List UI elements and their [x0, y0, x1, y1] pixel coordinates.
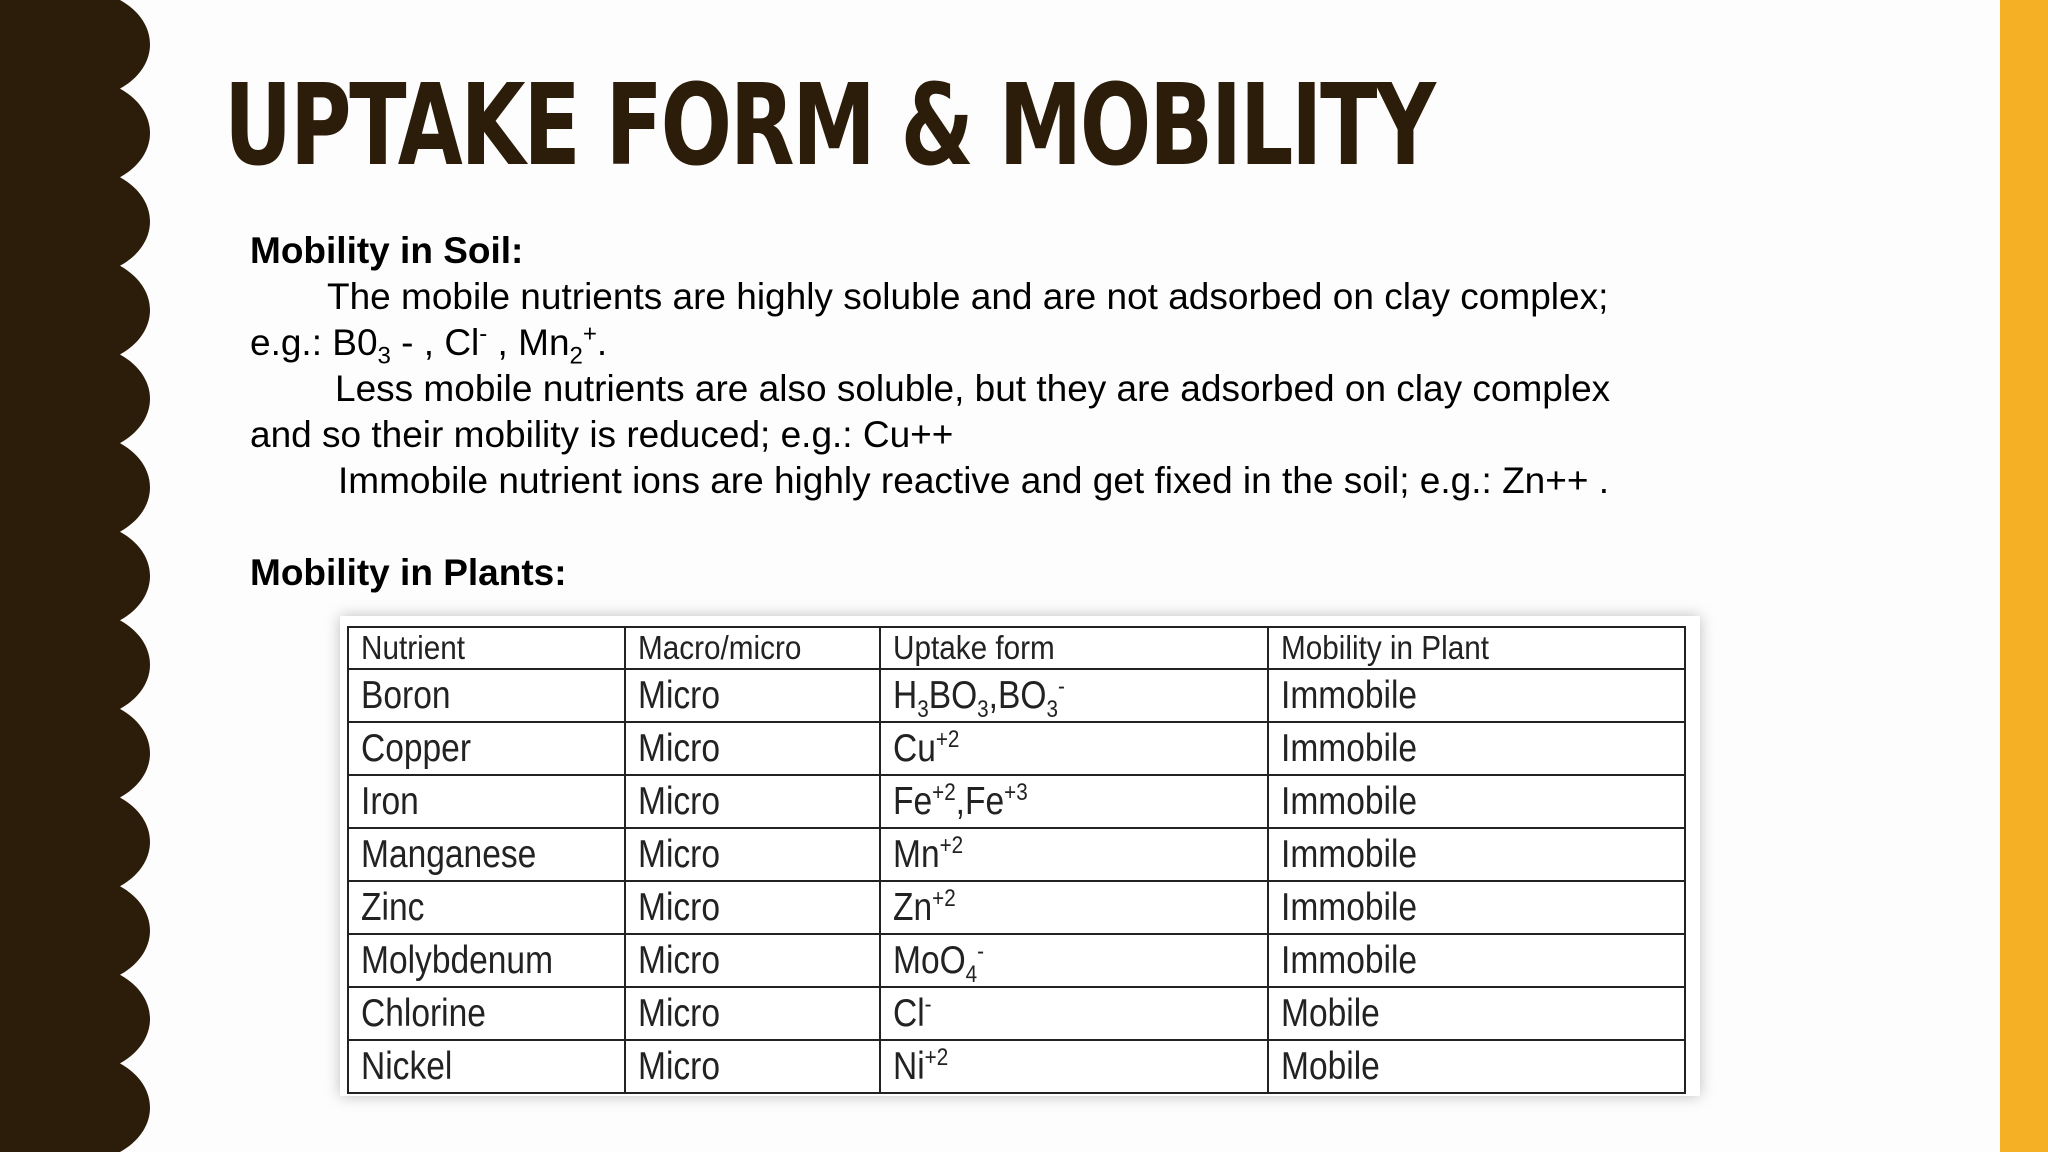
table-row — [348, 828, 1685, 881]
table-row — [348, 722, 1685, 775]
table-header-row — [348, 627, 1685, 669]
cell-nutrient: Zinc — [348, 881, 625, 934]
cell-mobility: Mobile — [1268, 1040, 1685, 1093]
cell-mobility: Immobile — [1268, 881, 1685, 934]
cell-mobility: Immobile — [1268, 722, 1685, 775]
cell-mobility: Immobile — [1268, 934, 1685, 987]
slide-title: UPTAKE FORM & MOBILITY — [224, 61, 1434, 191]
table-row — [348, 987, 1685, 1040]
header-mobility: Mobility in Plant — [1268, 627, 1685, 669]
nutrient-table-image — [340, 616, 1700, 1096]
cell-macro-micro: Micro — [625, 1040, 880, 1093]
cell-nutrient: Copper — [348, 722, 625, 775]
header-nutrient: Nutrient — [348, 627, 625, 669]
soil-paragraph-2: Less mobile nutrients are also soluble, but they are adsorbed on clay complex — [335, 368, 1611, 409]
cell-macro-micro: Micro — [625, 934, 880, 987]
cell-mobility: Immobile — [1268, 669, 1685, 722]
plants-heading: Mobility in Plants: — [250, 552, 567, 593]
cell-macro-micro: Micro — [625, 881, 880, 934]
soil-heading: Mobility in Soil: — [250, 230, 524, 271]
cell-nutrient: Nickel — [348, 1040, 625, 1093]
cell-mobility: Immobile — [1268, 775, 1685, 828]
decorative-wave-border — [0, 0, 160, 1152]
header-macro-micro: Macro/micro — [625, 627, 880, 669]
cell-uptake-form: $Zn^{+2}$ — [880, 881, 1268, 934]
nutrient-table — [347, 626, 1686, 1094]
cell-macro-micro: Micro — [625, 987, 880, 1040]
cell-nutrient: Manganese — [348, 828, 625, 881]
cell-nutrient: Chlorine — [348, 987, 625, 1040]
cell-uptake-form: $Ni^{+2}$ — [880, 1040, 1268, 1093]
table-row — [348, 775, 1685, 828]
cell-uptake-form: Cl- — [880, 987, 1268, 1040]
cell-mobility: Mobile — [1268, 987, 1685, 1040]
table-row — [348, 881, 1685, 934]
cell-macro-micro: Micro — [625, 669, 880, 722]
cell-uptake-form: MoO$_4$- — [880, 934, 1268, 987]
table-row — [348, 1040, 1685, 1093]
header-uptake-form: Uptake form — [880, 627, 1268, 669]
cell-macro-micro: Micro — [625, 828, 880, 881]
soil-paragraph-1-example: e.g.: $B0_3$ - , Cl- , $Mn_2^+$. — [250, 320, 608, 370]
cell-uptake-form: $Cu^{+2}$ — [880, 722, 1268, 775]
cell-nutrient: Molybdenum — [348, 934, 625, 987]
cell-uptake-form: $H_3BO_3,BO_3^-$ — [880, 669, 1268, 722]
table-row — [348, 669, 1685, 722]
cell-macro-micro: Micro — [625, 775, 880, 828]
soil-paragraph-3: Immobile nutrient ions are highly reactive and get fixed in the soil; e.g.: Zn++ . — [338, 460, 1610, 501]
cell-uptake-form: $Fe^{+2},Fe^{+3}$ — [880, 775, 1268, 828]
cell-nutrient: Iron — [348, 775, 625, 828]
soil-paragraph-1: The mobile nutrients are highly soluble and are not adsorbed on clay complex; — [327, 276, 1609, 317]
accent-bar — [2000, 0, 2048, 1152]
cell-macro-micro: Micro — [625, 722, 880, 775]
soil-paragraph-2-cont: and so their mobility is reduced; e.g.: Cu++ — [250, 414, 954, 455]
cell-uptake-form: $Mn^{+2}$ — [880, 828, 1268, 881]
cell-nutrient: Boron — [348, 669, 625, 722]
table-row — [348, 934, 1685, 987]
cell-mobility: Immobile — [1268, 828, 1685, 881]
